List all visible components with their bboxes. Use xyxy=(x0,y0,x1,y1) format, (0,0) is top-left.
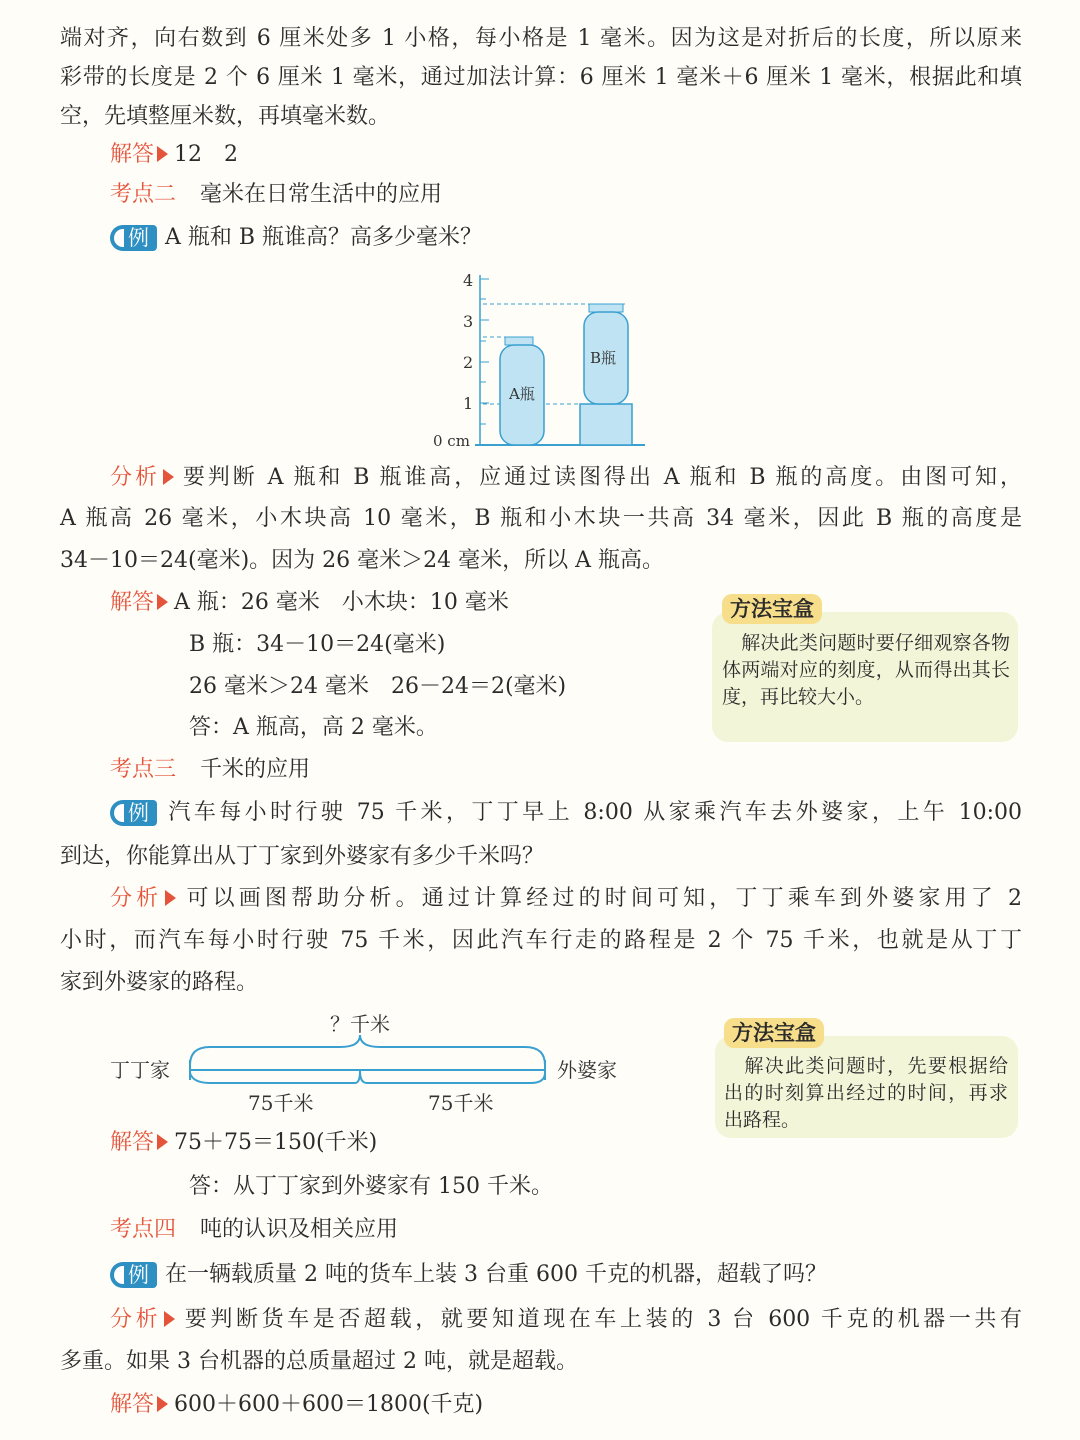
section3-label: 考点三 xyxy=(110,757,177,782)
tip-box-2-text: 解决此类问题时，先要根据给出的时刻算出经过的时间，再求出路程。 xyxy=(724,1055,1008,1131)
answer-label: 解答 xyxy=(110,590,155,615)
triangle-icon xyxy=(157,1134,168,1150)
diagram-total-label: ？千米 xyxy=(330,1012,390,1036)
analysis-label: 分析 xyxy=(110,465,160,490)
diagram-seg2-label: 75千米 xyxy=(428,1091,494,1115)
ruler-ticks xyxy=(480,279,489,424)
section4-analysis-2: 多重。如果 3 台机器的总质量超过 2 吨，就是超载。 xyxy=(60,1349,578,1374)
section2-answer-2: B 瓶：34－10＝24(毫米) xyxy=(189,632,446,657)
answer-label: 解答 xyxy=(110,1130,155,1155)
triangle-icon xyxy=(157,146,168,162)
answer-0 xyxy=(110,140,238,170)
section4-label: 考点四 xyxy=(110,1217,177,1242)
tip-box-1-title: 方法宝盒 xyxy=(722,594,822,624)
bottle-b-label: B瓶 xyxy=(590,349,617,367)
intro-line-2: 彩带的长度是 2 个 6 厘米 1 毫米，通过加法计算：6 厘米 1 毫米＋6 厘米 1 毫米，根据此和填 xyxy=(60,65,1022,90)
section2-answer-4: 答：A 瓶高，高 2 毫米。 xyxy=(189,715,438,740)
section4-title: 吨的认识及相关应用 xyxy=(200,1217,399,1242)
section3-answer-1 xyxy=(110,1128,377,1158)
section3-title: 千米的应用 xyxy=(200,757,311,782)
tip-box-1-text: 解决此类问题时要仔细观察各物体两端对应的刻度，从而得出其长度，再比较大小。 xyxy=(722,632,1010,708)
section3-question-1-text: 汽车每小时行驶 75 千米，丁丁早上 8:00 从家乘汽车去外婆家，上午 10:00 xyxy=(165,800,1022,825)
section3-analysis-1 xyxy=(60,884,1022,914)
intro-line-3: 空，先填整厘米数，再填毫米数。 xyxy=(60,104,391,129)
triangle-icon xyxy=(164,1311,175,1327)
section2-question xyxy=(110,223,482,253)
section3-analysis-2: 小时，而汽车每小时行驶 75 千米，因此汽车行走的路程是 2 个 75 千米，也就是从丁丁 xyxy=(60,928,1022,953)
section4-analysis-1-text: 要判断货车是否超载，就要知道现在车上装的 3 台 600 千克的机器一共有 xyxy=(181,1307,1022,1332)
section2-analysis-3: 34－10＝24(毫米)。因为 26 毫米＞24 毫米，所以 A 瓶高。 xyxy=(60,548,664,573)
section3-question-2: 到达，你能算出从丁丁家到外婆家有多少千米吗？ xyxy=(60,844,545,869)
answer-label: 解答 xyxy=(110,1392,155,1417)
intro-line-1: 端对齐，向右数到 6 厘米处多 1 小格，每小格是 1 毫米。因为这是对折后的长度，所以原来 xyxy=(60,26,1022,51)
bottle-figure xyxy=(425,265,655,455)
section3-answer-1-text: 75＋75＝150(千米) xyxy=(174,1130,378,1155)
section4-analysis-1 xyxy=(60,1305,1022,1335)
section2-analysis-1-text: 要判断 A 瓶和 B 瓶谁高，应通过读图得出 A 瓶和 B 瓶的高度。由图可知， xyxy=(179,465,1022,490)
answer-0-text: 12 2 xyxy=(174,142,239,167)
distance-diagram xyxy=(105,1005,645,1120)
section2-label: 考点二 xyxy=(110,182,177,207)
tick-4: 4 xyxy=(463,271,474,290)
triangle-icon xyxy=(165,890,176,906)
example-badge: 例 xyxy=(110,800,157,826)
triangle-icon xyxy=(157,1396,168,1412)
tip-box-2-title: 方法宝盒 xyxy=(724,1018,824,1048)
section2-question-text: A 瓶和 B 瓶谁高？高多少毫米？ xyxy=(165,225,483,250)
diagram-seg1-label: 75千米 xyxy=(248,1091,314,1115)
section2-answer-3: 26 毫米＞24 毫米 26－24＝2(毫米) xyxy=(189,674,567,699)
tick-3: 3 xyxy=(463,312,474,331)
section3-analysis-1-text: 可以画图帮助分析。通过计算经过的时间可知，丁丁乘车到外婆家用了 2 xyxy=(182,886,1022,911)
section3-answer-2: 答：从丁丁家到外婆家有 150 千米。 xyxy=(189,1174,553,1199)
analysis-label: 分析 xyxy=(110,1307,162,1332)
triangle-icon xyxy=(157,594,168,610)
section2-heading xyxy=(110,180,442,210)
section2-title: 毫米在日常生活中的应用 xyxy=(200,182,443,207)
example-badge: 例 xyxy=(110,225,157,251)
analysis-label: 分析 xyxy=(110,886,163,911)
section4-answer-1 xyxy=(110,1390,483,1420)
section4-question xyxy=(110,1260,827,1290)
bottle-a-label: A瓶 xyxy=(509,385,535,403)
section4-question-text: 在一辆载质量 2 吨的货车上装 3 台重 600 千克的机器，超载了吗？ xyxy=(165,1262,827,1287)
example-badge: 例 xyxy=(110,1262,157,1288)
tick-1: 1 xyxy=(463,394,474,413)
tick-2: 2 xyxy=(463,353,474,372)
wood-block xyxy=(580,404,632,445)
section3-question-1 xyxy=(60,798,1022,828)
section2-answer-1-text: A 瓶：26 毫米 小木块：10 毫米 xyxy=(174,590,509,615)
section3-analysis-3: 家到外婆家的路程。 xyxy=(60,970,259,995)
section4-heading xyxy=(110,1215,398,1245)
section2-answer-1 xyxy=(110,588,509,618)
section2-analysis-2: A 瓶高 26 毫米，小木块高 10 毫米，B 瓶和小木块一共高 34 毫米，因此 B 瓶的高度是 xyxy=(60,506,1022,531)
answer-label: 解答 xyxy=(110,142,155,167)
unit-label: 0 cm xyxy=(433,432,470,450)
diagram-end-label: 外婆家 xyxy=(557,1058,617,1082)
section4-answer-1-text: 600＋600＋600＝1800(千克) xyxy=(174,1392,484,1417)
triangle-icon xyxy=(163,469,174,485)
section2-analysis-1 xyxy=(60,463,1022,493)
section3-heading xyxy=(110,755,310,785)
diagram-start-label: 丁丁家 xyxy=(110,1058,170,1082)
